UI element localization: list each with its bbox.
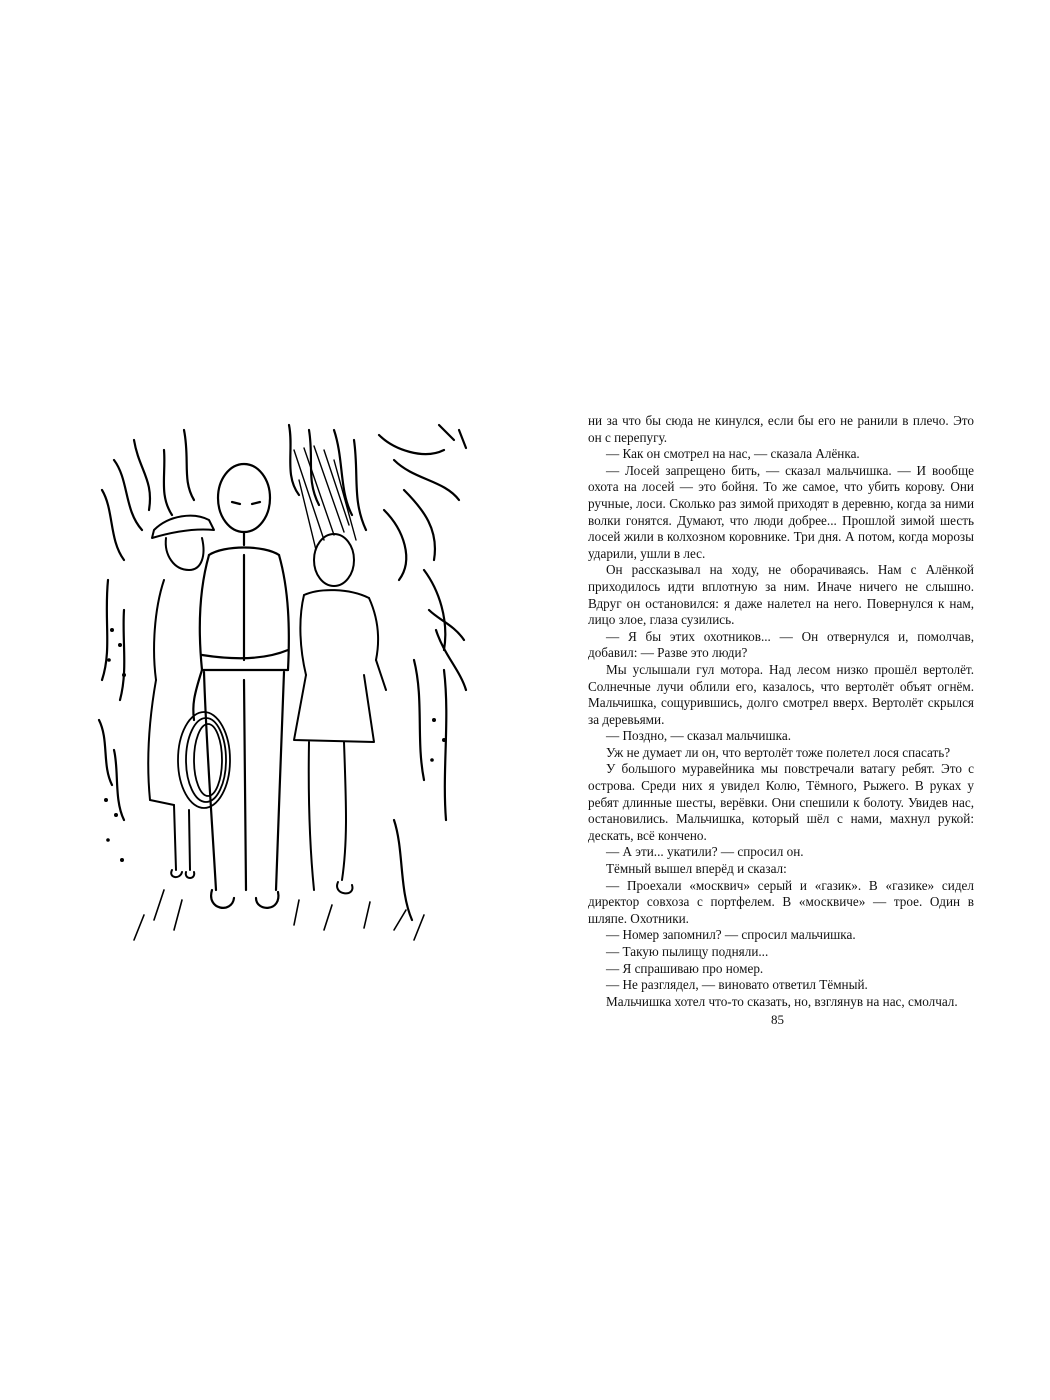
paragraph: — Проехали «москвич» серый и «газик». В «газике» сидел директор совхоза с портфелем. В «москвиче» — трое. Один в шляпе. Охотники. bbox=[588, 877, 974, 926]
paragraph: — Номер запомнил? — спросил мальчишка. bbox=[606, 927, 856, 943]
paragraph: — Не разглядел, — виновато ответил Тёмный. bbox=[606, 977, 868, 993]
paragraph: Мальчишка хотел что-то сказать, но, взглянув на нас, смолчал. bbox=[606, 993, 958, 1009]
body-text bbox=[588, 413, 974, 1010]
children-in-forest-icon bbox=[94, 420, 470, 955]
paragraph: Он рассказывал на ходу, не оборачиваясь. Нам с Алёнкой приходилось идти вплотную за ним. Иначе ничего не слышно. Вдруг он остановился: я даже налетел на него. Повернулся к нам, лицо злое, глаза сузились. bbox=[588, 562, 974, 628]
paragraph: — А эти... укатили? — спросил он. bbox=[606, 844, 804, 860]
page-number: 85 bbox=[771, 1012, 784, 1027]
paragraph: — Я бы этих охотников... — Он отвернулся и, помолчав, добавил: — Разве это люди? bbox=[588, 628, 974, 661]
paragraph: — Такую пылищу подняли... bbox=[606, 944, 769, 959]
paragraph: ни за что бы сюда не кинулся, если бы его не ранили в плечо. Это он с перепугу. bbox=[588, 413, 974, 445]
paragraph: — Как он смотрел на нас, — сказала Алёнка. bbox=[606, 446, 860, 462]
paragraph: Мы услышали гул мотора. Над лесом низко прошёл вертолёт. Солнечные лучи облили его, казалось, что вертолёт объят огнём. Мальчишка, сощурившись, долго смотрел вверх. Вертолёт скрылся за деревьями. bbox=[588, 661, 974, 727]
paragraph: Уж не думает ли он, что вертолёт тоже полетел лося спасать? bbox=[606, 744, 951, 760]
paragraph: — Поздно, — сказал мальчишка. bbox=[606, 728, 791, 744]
paragraph: — Лосей запрещено бить, — сказал мальчишка. — И вообще охота на лосей — это бойня. То же самое, что убить корову. Они ручные, лоси. Сколько раз зимой приходят в деревню, когда за ними волки гонятся. Думают, что люди добрее... Прошлой зимой шесть лосей жили в колхозном коровнике. Три дня. А потом, когда морозы ударили, ушли в лес. bbox=[588, 462, 974, 561]
paragraph: У большого муравейника мы повстречали ватагу ребят. Это с острова. Среди них я увидел Колю, Тёмного, Рыжего. В руках у ребят длинные шесты, верёвки. Они спешили к болоту. Увидев нас, остановились. Мальчишка, который шёл с нами, махнул рукой: дескать, всё кончено. bbox=[588, 761, 974, 843]
paragraph: — Я спрашиваю про номер. bbox=[606, 960, 764, 976]
illustration bbox=[94, 420, 470, 955]
paragraph: Тёмный вышел вперёд и сказал: bbox=[606, 861, 787, 877]
